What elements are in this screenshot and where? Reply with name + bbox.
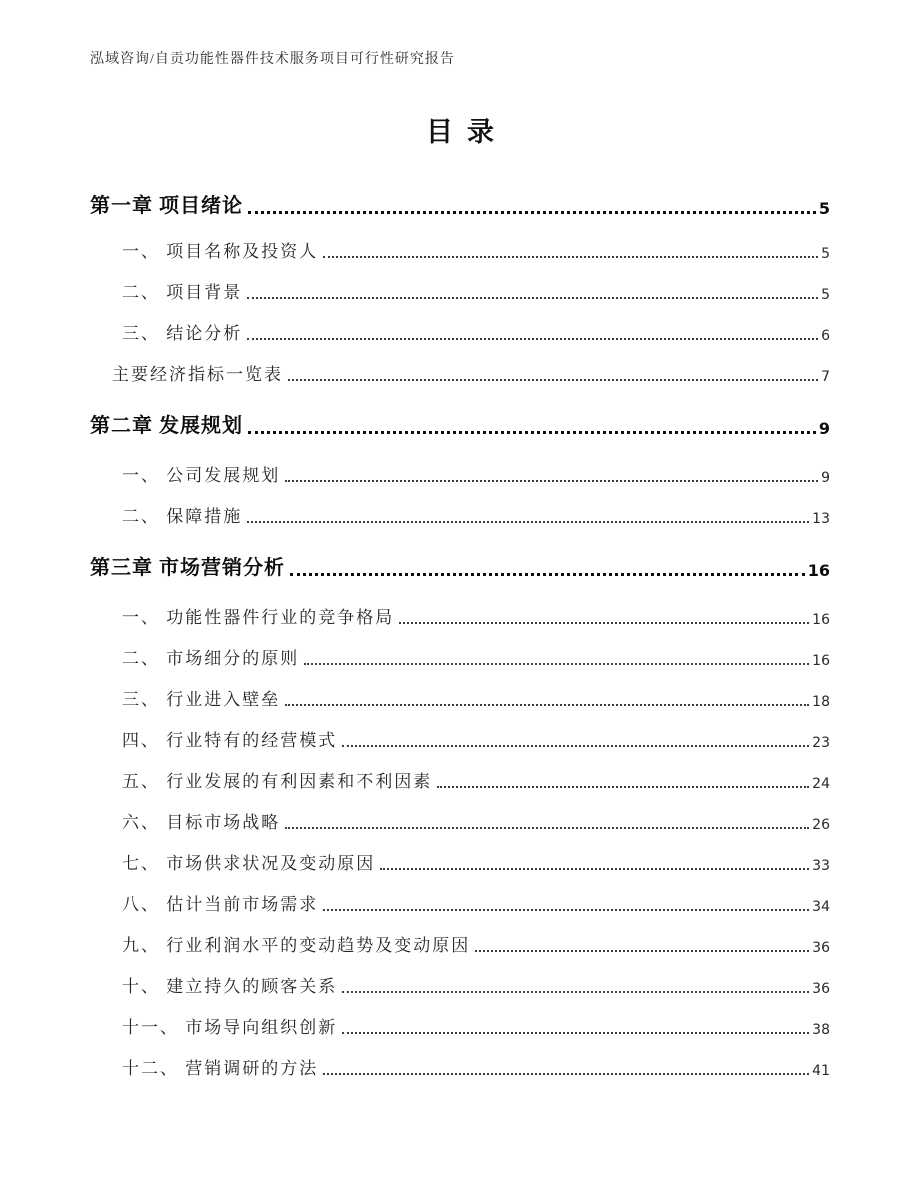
dot-leader — [248, 431, 816, 434]
toc-entry-page: 5 — [821, 287, 830, 303]
document-header: 泓域咨询/自贡功能性器件技术服务项目可行性研究报告 — [90, 52, 455, 67]
dot-leader — [342, 1032, 809, 1034]
dot-leader — [342, 991, 809, 993]
toc-entry-page: 5 — [821, 246, 830, 262]
toc-entry-page: 9 — [818, 419, 830, 438]
toc-item-entry[interactable] — [90, 637, 830, 678]
toc-entry-page: 16 — [812, 612, 830, 628]
dot-leader — [437, 786, 809, 788]
toc-entry-page: 41 — [812, 1063, 830, 1079]
toc-entry-label: 九、 行业利润水平的变动趋势及变动原因 — [122, 936, 471, 955]
toc-entry-label: 主要经济指标一览表 — [112, 365, 283, 384]
toc-item-entry[interactable] — [90, 1006, 830, 1047]
toc-entry-page: 6 — [821, 328, 830, 344]
toc-entry-label: 第一章 项目绪论 — [90, 195, 243, 217]
toc-item-entry[interactable] — [90, 596, 830, 637]
toc-entry-page: 24 — [812, 776, 830, 792]
toc-item-entry[interactable] — [90, 842, 830, 883]
toc-item-entry[interactable] — [90, 719, 830, 760]
dot-leader — [475, 950, 809, 952]
toc-entry-page: 7 — [821, 369, 830, 385]
toc-item-entry[interactable] — [90, 924, 830, 965]
toc-entry-label: 八、 估计当前市场需求 — [122, 895, 319, 914]
toc-entry-label: 二、 保障措施 — [122, 507, 243, 526]
toc-entry-label: 三、 行业进入壁垒 — [122, 690, 281, 709]
dot-leader — [288, 379, 818, 381]
toc-entry-label: 三、 结论分析 — [122, 324, 243, 343]
toc-item-entry[interactable] — [90, 353, 830, 394]
toc-entry-page: 16 — [807, 561, 830, 580]
dot-leader — [290, 573, 805, 576]
dot-leader — [247, 338, 818, 340]
toc-entry-page: 5 — [818, 199, 830, 218]
dot-leader — [342, 745, 809, 747]
toc-entry-page: 9 — [821, 470, 830, 486]
toc-entry-label: 十二、 营销调研的方法 — [122, 1059, 319, 1078]
toc-entry-label: 五、 行业发展的有利因素和不利因素 — [122, 772, 433, 791]
toc-item-entry[interactable] — [90, 760, 830, 801]
toc-item-entry[interactable] — [90, 230, 830, 271]
toc-entry-label: 一、 项目名称及投资人 — [122, 242, 319, 261]
toc-title: 目录 — [426, 117, 508, 147]
toc-item-entry[interactable] — [90, 1047, 830, 1088]
dot-leader — [323, 256, 818, 258]
toc-entry-label: 一、 功能性器件行业的竞争格局 — [122, 608, 395, 627]
toc-item-entry[interactable] — [90, 883, 830, 924]
toc-entry-page: 34 — [812, 899, 830, 915]
toc-item-entry[interactable] — [90, 271, 830, 312]
toc-entry-label: 二、 项目背景 — [122, 283, 243, 302]
toc-item-entry[interactable] — [90, 312, 830, 353]
dot-leader — [285, 704, 809, 706]
toc-item-entry[interactable] — [90, 965, 830, 1006]
toc-entry-page: 13 — [812, 511, 830, 527]
dot-leader — [380, 868, 809, 870]
dot-leader — [285, 480, 818, 482]
toc-item-entry[interactable] — [90, 454, 830, 495]
dot-leader — [323, 1073, 809, 1075]
dot-leader — [248, 211, 816, 214]
toc-chapter-entry[interactable] — [90, 552, 830, 580]
dot-leader — [323, 909, 809, 911]
dot-leader — [285, 827, 809, 829]
toc-item-entry[interactable] — [90, 801, 830, 842]
toc-entry-page: 26 — [812, 817, 830, 833]
toc-entry-label: 六、 目标市场战略 — [122, 813, 281, 832]
toc-entry-label: 第三章 市场营销分析 — [90, 557, 285, 579]
dot-leader — [247, 297, 818, 299]
toc-entry-page: 36 — [812, 940, 830, 956]
toc — [90, 190, 830, 1088]
toc-item-entry[interactable] — [90, 495, 830, 536]
dot-leader — [399, 622, 809, 624]
dot-leader — [304, 663, 809, 665]
toc-entry-page: 36 — [812, 981, 830, 997]
toc-entry-page: 18 — [812, 694, 830, 710]
toc-entry-label: 四、 行业特有的经营模式 — [122, 731, 338, 750]
toc-entry-label: 十一、 市场导向组织创新 — [122, 1018, 338, 1037]
toc-entry-page: 16 — [812, 653, 830, 669]
toc-chapter-entry[interactable] — [90, 190, 830, 218]
toc-entry-label: 二、 市场细分的原则 — [122, 649, 300, 668]
toc-entry-page: 38 — [812, 1022, 830, 1038]
toc-chapter-entry[interactable] — [90, 410, 830, 438]
toc-entry-label: 十、 建立持久的顾客关系 — [122, 977, 338, 996]
dot-leader — [247, 521, 809, 523]
toc-entry-page: 23 — [812, 735, 830, 751]
toc-entry-page: 33 — [812, 858, 830, 874]
toc-item-entry[interactable] — [90, 678, 830, 719]
toc-entry-label: 一、 公司发展规划 — [122, 466, 281, 485]
toc-entry-label: 第二章 发展规划 — [90, 415, 243, 437]
toc-entry-label: 七、 市场供求状况及变动原因 — [122, 854, 376, 873]
